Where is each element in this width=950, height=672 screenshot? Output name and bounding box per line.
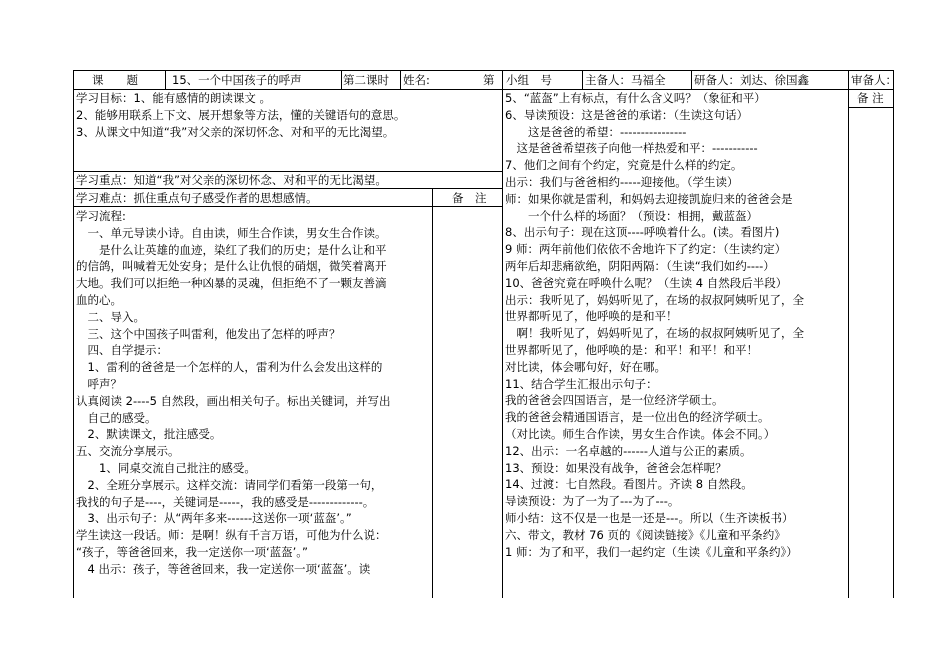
flow-line: 出示：我听见了，妈妈听见了，在场的叔叔阿姨听见了，全 [505,292,804,307]
flow-line: 五、交流分享展示。 [76,444,180,459]
flow-line: 两年后却悲痛欲绝，阴阳两隔：（生读“我们如约----） [505,258,775,273]
flow-line: 12、出示：一名卓越的------人道与公正的素质。 [505,443,752,458]
flow-line: 一、单元导读小诗。自由读，师生合作读，男女生合作读。 [76,225,387,240]
flow-line: 14、过渡：七自然段。看图片。齐读 8 自然段。 [505,477,753,492]
flow-line: 血的心。 [76,292,122,307]
header-divider-4 [582,70,583,89]
keypoint-bottom-line [73,188,502,189]
flow-line: 世界都听见了，他呼唤的是和平！ [505,309,678,324]
flow-line: 三、这个中国孩子叫雷利，他发出了怎样的呼声？ [76,326,341,341]
name-label: 姓名: [403,73,430,87]
flow-line: 这是爸爸的希望：---------------- [505,124,687,139]
flow-line: 这是爸爸希望孩子向他一样热爱和平：----------- [505,141,758,156]
flow-line: 13、预设：如果没有战争，爸爸会怎样呢？ [505,460,727,475]
flow-line: 六、带文，教材 76 页的《阅读链接》《儿童和平条约》 [505,527,786,542]
right-remarks-divider [848,70,849,598]
remarks-label-left: 备 注 [452,191,487,205]
flow-line: 9 师：两年前他们依依不舍地许下了约定：（生读约定） [505,242,787,257]
flow-line: 5、“蓝盔”上有标点，有什么含义吗？（象征和平） [505,91,766,105]
flow-line: 自己的感受。 [76,410,157,425]
table-top-border [73,70,893,71]
flow-line: 2、全班分享展示。这样交流：请同学们看第一段第一句， [76,477,383,492]
flow-line: 1、雷利的爸爸是一个怎样的人，雷利为什么会发出这样的 [76,360,383,375]
flow-line: 师：如果你就是雷利，和妈妈去迎接凯旋归来的爸爸会是 [505,191,793,206]
co-preparers: 研备人：刘达、徐国鑫 [694,73,809,87]
flow-line: 认真阅读 2----5 自然段，画出相关句子。标出关键词，并写出 [76,393,391,408]
flow-line: 2、默读课文，批注感受。 [76,427,222,442]
flow-line: 是什么让英雄的血迹，染红了我们的历史；是什么让和平 [76,242,387,257]
learning-flow-right [505,90,847,560]
learning-objectives [76,90,405,140]
flow-line: 呼声？ [76,376,122,391]
header-divider-3 [400,70,401,89]
flow-line: 出示：我们与爸爸相约-----迎接他。（学生读） [505,174,739,189]
flow-line: 7、他们之间有个约定，究竟是什么样的约定。 [505,158,743,173]
left-remarks-divider [432,188,433,598]
lead-preparer: 主备人：马福全 [585,73,666,87]
objective-line: 2、能够用联系上下文、展开想象等方法，懂的关键语句的意思。 [76,107,406,122]
flow-line: 师小结：这不仅是一也是一还是---。所以（生齐读板书） [505,510,794,525]
right-remarks-line [848,107,893,108]
group-label: 第 小组 号 [483,73,552,87]
flow-line: “孩子，等爸爸回来，我一定送你一项‘蓝盔’。” [76,544,308,559]
flow-line: 1 师：为了和平，我们一起约定（生读《儿童和平条约》） [505,544,798,559]
flow-line: 6、导读预设：这是爸爸的承诺：（生读这句话） [505,107,749,122]
reviewer: 审备人： [851,73,897,87]
flow-line: 学生读这一段话。师：是啊！纵有千言万语，可他为什么说： [76,528,387,543]
difficulty-bottom-line [73,206,502,207]
difficulty: 学习难点：抓住重点句子感受作者的思想感情。 [76,191,318,205]
flow-line: 的信鸽，叫喊着无处安身；是什么让仇恨的硝烟，微笑着离开 [76,259,387,274]
flow-line: 4 出示：孩子，等爸爸回来，我一定送你一项‘蓝盔’。读 [76,561,371,576]
header-divider-5 [691,70,692,89]
flow-line: 我找的句子是----，关键词是-----，我的感受是-------------。 [76,494,375,509]
flow-line: 1、同桌交流自己批注的感受。 [76,460,256,475]
flow-line: 四、自学提示： [76,343,168,358]
flow-line: 10、爸爸究竟在呼唤什么呢？（生读 4 自然段后半段） [505,275,788,290]
flow-line: 8、出示句子：现在这顶----呼唤着什么。(读。看图片) [505,225,780,240]
flow-line: 我的爸爸会四国语言，是一位经济学硕士。 [505,393,724,408]
flow-line: 啊！我听见了，妈妈听见了，在场的叔叔阿姨听见了，全 [505,326,804,341]
flow-line: （对比读。师生合作读，男女生合作读。体会不同。） [505,426,776,441]
table-right-border [893,70,894,598]
remarks-label-right: 备 注 [857,91,884,105]
flow-line: 11、结合学生汇报出示句子： [505,376,658,391]
header-divider-2 [341,70,342,89]
flow-line: 学习流程: [76,209,126,223]
flow-line: 导读预设：为了一为了---为了---。 [505,494,680,509]
flow-line: 二、导入。 [76,309,145,324]
flow-line: 世界都听见了，他呼唤的是：和平！和平！和平！ [505,342,758,357]
objective-line: 学习目标：1、能有感情的朗读课文 。 [76,91,271,105]
period-label: 第二课时 [343,73,389,87]
flow-line: 一个什么样的场面？（预设：相拥，戴蓝盔） [505,208,758,223]
header-divider-1 [165,70,166,89]
table-left-border [73,70,74,598]
column-divider [502,70,503,598]
flow-line: 对比读，体会哪句好，好在哪。 [505,359,666,374]
flow-line: 大地。我们可以拒绝一种凶暴的灵魂，但拒绝不了一颗友善滴 [76,276,387,291]
lesson-title: 15、一个中国孩子的呼声 [172,73,302,87]
learning-flow-left [76,208,430,578]
flow-line: 我的爸爸会精通国语言，是一位出色的经济学硕士。 [505,410,770,425]
key-point: 学习重点：知道“我”对父亲的深切怀念、对和平的无比渴望。 [76,173,387,187]
flow-line: 3、出示句子：从“两年多来------这送你一项‘蓝盔’。” [76,511,352,526]
course-label: 课 题 [92,73,138,87]
objective-line: 3、从课文中知道“我”对父亲的深切怀念、对和平的无比渴望。 [76,124,395,139]
